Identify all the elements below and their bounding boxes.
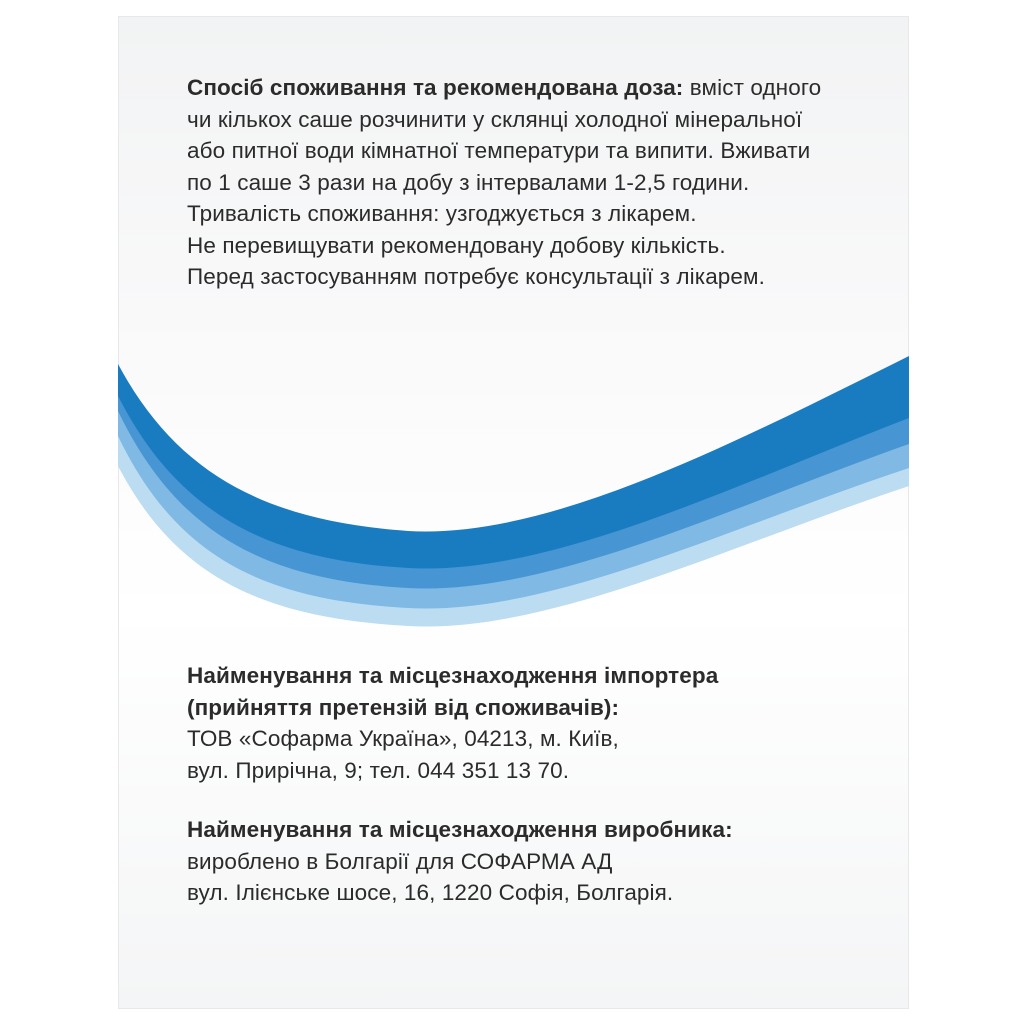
usage-line: або питної води кімнатної температури та випити. Вживати xyxy=(187,138,811,163)
package-panel xyxy=(118,16,909,1009)
decorative-wave xyxy=(118,336,909,636)
importer-line: ТОВ «Софарма Україна», 04213, м. Київ, xyxy=(187,726,619,751)
usage-heading-tail: вміст одного xyxy=(683,75,822,100)
usage-heading: Спосіб споживання та рекомендована доза: xyxy=(187,75,684,100)
usage-section xyxy=(187,72,821,293)
usage-first-line xyxy=(187,72,821,104)
manufacturer-section xyxy=(187,814,733,909)
usage-line: Не перевищувати рекомендовану добову кількість. xyxy=(187,232,726,258)
manufacturer-line: вул. Ілієнське шосе, 16, 1220 Софія, Болгарія. xyxy=(187,880,674,905)
manufacturer-heading: Найменування та місцезнаходження виробника: xyxy=(187,817,733,842)
importer-subheading: (прийняття претензій від споживачів): xyxy=(187,694,620,720)
importer-line: вул. Прирічна, 9; тел. 044 351 13 70. xyxy=(187,757,570,783)
usage-line: Тривалість споживання: узгоджується з лікарем. xyxy=(187,201,697,226)
manufacturer-line: вироблено в Болгарії для СОФАРМА АД xyxy=(187,848,613,874)
usage-line: по 1 саше 3 рази на добу з інтервалами 1-2,5 години. xyxy=(187,169,750,195)
importer-section xyxy=(187,660,718,786)
importer-heading: Найменування та місцезнаходження імпортера xyxy=(187,663,719,688)
usage-line: Перед застосуванням потребує консультації з лікарем. xyxy=(187,264,765,289)
usage-line: чи кількох саше розчинити у склянці холодної мінеральної xyxy=(187,106,803,132)
